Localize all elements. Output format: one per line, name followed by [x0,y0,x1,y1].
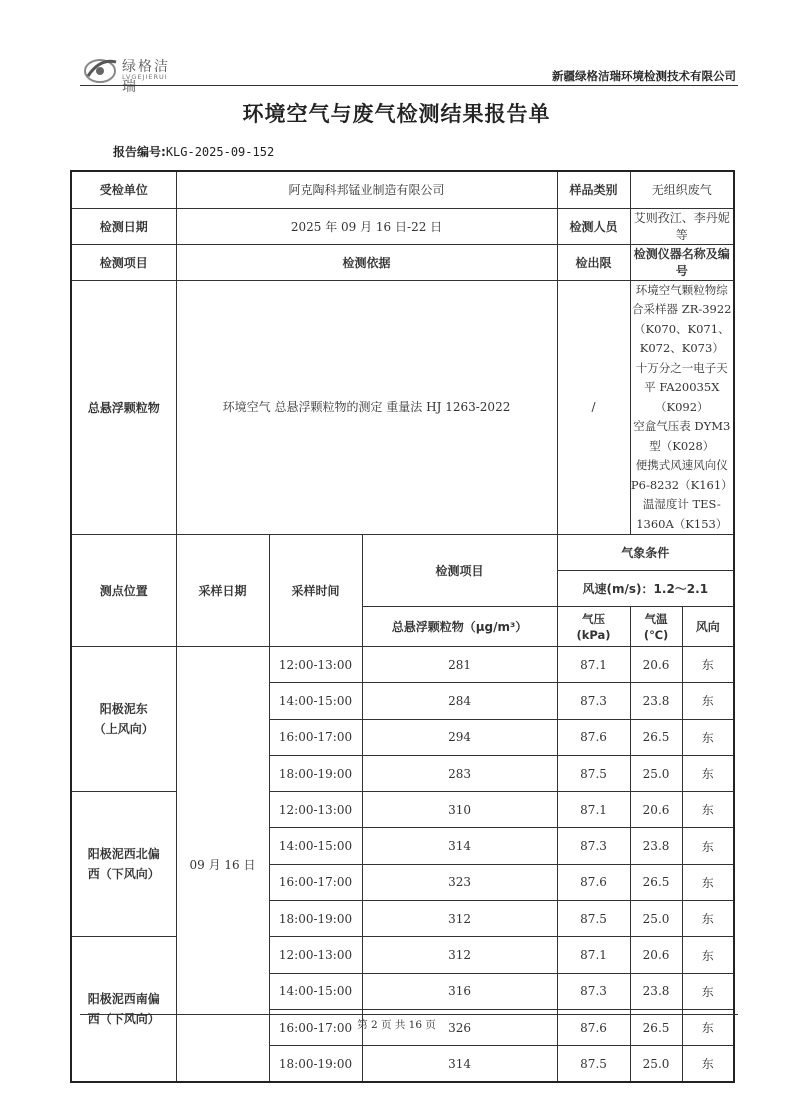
logo-subtext: LVGEJIERUI [122,73,168,81]
temp-value: 26.5 [630,1009,682,1045]
tsp-value: 310 [362,792,557,828]
page-header [0,0,793,95]
tsp-value: 283 [362,755,557,791]
item-name: 总悬浮颗粒物 [71,280,176,535]
temp-value: 25.0 [630,901,682,937]
instrument-item: （K070、K071、K072、K073） [633,321,730,355]
instrument-item: 温湿度计 TES-1360A（K153） [636,497,728,531]
company-name: 新疆绿格洁瑞环境检测技术有限公司 [552,69,736,83]
instrument-item: 环境空气颗粒物综合采样器 ZR-3922 [632,282,732,316]
sample-time: 12:00-13:00 [269,647,362,683]
page-footer: 第 2 页 共 16 页 [357,1019,436,1031]
staff-value: 艾则孜江、李丹妮等 [630,208,734,244]
weather-header: 气象条件 [557,535,734,571]
temp-value: 20.6 [630,937,682,973]
report-number-label: 报告编号: [113,145,166,159]
report-number-value: KLG-2025-09-152 [165,145,275,159]
wind-dir-header: 风向 [682,607,734,647]
pressure-value: 87.3 [557,828,630,864]
sample-time: 16:00-17:00 [269,1009,362,1045]
point-location [71,647,176,792]
temp-value: 20.6 [630,792,682,828]
tsp-value: 323 [362,864,557,900]
point-sub: （上风向） [93,722,154,737]
wind-dir-value: 东 [682,901,734,937]
point-sub: 西（下风向） [87,867,160,882]
sample-type-label: 样品类别 [557,171,630,208]
header-divider [80,85,738,86]
date-label: 检测日期 [71,208,176,244]
tsp-value: 284 [362,683,557,719]
tsp-value: 316 [362,973,557,1009]
temp-value: 23.8 [630,828,682,864]
temp-value: 25.0 [630,755,682,791]
data-row [71,647,734,683]
method-row [71,280,734,535]
staff-label: 检测人员 [557,208,630,244]
temp-unit: (℃) [643,627,669,642]
results-table [70,170,735,1083]
pressure-value: 87.1 [557,937,630,973]
instrument-item: 空盒气压表 DYM3 型（K028） [633,419,731,453]
instrument-header: 检测仪器名称及编号 [630,244,734,280]
point-header: 测点位置 [71,535,176,647]
sample-time: 18:00-19:00 [269,901,362,937]
instrument-list [630,280,734,535]
report-number [113,143,274,160]
pressure-value: 87.1 [557,647,630,683]
pressure-value: 87.6 [557,1009,630,1045]
sample-time: 12:00-13:00 [269,792,362,828]
point-name: 阳极泥西南偏 [87,992,160,1007]
date-header: 采样日期 [176,535,269,647]
unit-value: 阿克陶科邦锰业制造有限公司 [176,171,557,208]
point-location [71,792,176,937]
data-header-row-1 [71,535,734,571]
time-header: 采样时间 [269,535,362,647]
item-header: 检测项目 [71,244,176,280]
wind-speed-text: 风速(m/s)：1.2～2.1 [582,582,709,596]
logo-text: 绿格洁瑞 [122,59,170,95]
sample-time: 16:00-17:00 [269,864,362,900]
method-basis: 环境空气 总悬浮颗粒物的测定 重量法 HJ 1263-2022 [176,280,557,535]
info-row-date [71,208,734,244]
instrument-item: 十万分之一电子天平 FA20035X（K092） [635,360,728,414]
footer-divider [80,1014,738,1015]
temp-value: 23.8 [630,973,682,1009]
pressure-value: 87.5 [557,901,630,937]
point-name: 阳极泥西北偏 [87,847,160,862]
sample-time: 16:00-17:00 [269,719,362,755]
tsp-value: 314 [362,828,557,864]
sample-time: 12:00-13:00 [269,937,362,973]
pressure-unit: (kPa) [576,627,611,642]
point-location [71,937,176,1082]
sample-time: 18:00-19:00 [269,755,362,791]
pressure-value: 87.6 [557,864,630,900]
wind-dir-value: 东 [682,937,734,973]
basis-header: 检测依据 [176,244,557,280]
wind-dir-value: 东 [682,755,734,791]
instrument-item: 便携式风速风向仪 P6-8232（K161） [630,458,733,492]
temp-value: 23.8 [630,683,682,719]
tsp-value: 294 [362,719,557,755]
temp-header [630,607,682,647]
data-row [71,937,734,973]
item-col-header: 检测项目 [362,535,557,607]
wind-dir-value: 东 [682,647,734,683]
wind-dir-value: 东 [682,792,734,828]
method-header-row [71,244,734,280]
wind-dir-value: 东 [682,683,734,719]
wind-dir-value: 东 [682,828,734,864]
pressure-label: 气压 [582,611,606,626]
tsp-value: 312 [362,937,557,973]
temp-value: 25.0 [630,1046,682,1082]
tsp-value: 314 [362,1046,557,1082]
sample-time: 14:00-15:00 [269,828,362,864]
pressure-value: 87.3 [557,973,630,1009]
pressure-value: 87.6 [557,719,630,755]
point-sub: 西（下风向） [87,1012,160,1027]
limit-header: 检出限 [557,244,630,280]
pressure-value: 87.3 [557,683,630,719]
sample-time: 14:00-15:00 [269,683,362,719]
tsp-value: 312 [362,901,557,937]
wind-dir-value: 东 [682,864,734,900]
temp-label: 气温 [644,611,668,626]
point-name: 阳极泥东 [99,702,148,717]
tsp-value: 326 [362,1009,557,1045]
page-title: 环境空气与废气检测结果报告单 [242,102,551,126]
sample-time: 18:00-19:00 [269,1046,362,1082]
pressure-header [557,607,630,647]
sample-date: 09 月 16 日 [176,647,269,1083]
pressure-value: 87.5 [557,1046,630,1082]
temp-value: 26.5 [630,864,682,900]
sample-time: 14:00-15:00 [269,973,362,1009]
info-row-unit [71,171,734,208]
sample-type-value: 无组织废气 [630,171,734,208]
detection-limit: / [557,280,630,535]
wind-dir-value: 东 [682,1046,734,1082]
wind-dir-value: 东 [682,1009,734,1045]
pressure-value: 87.1 [557,792,630,828]
wind-dir-value: 东 [682,973,734,1009]
temp-value: 20.6 [630,647,682,683]
date-value: 2025 年 09 月 16 日-22 日 [176,208,557,244]
company-logo [82,52,182,95]
tsp-header: 总悬浮颗粒物（μg/m³） [362,607,557,647]
unit-label: 受检单位 [71,171,176,208]
pressure-value: 87.5 [557,755,630,791]
tsp-value: 281 [362,647,557,683]
temp-value: 26.5 [630,719,682,755]
wind-dir-value: 东 [682,719,734,755]
wind-speed-header [557,571,734,607]
data-row [71,792,734,828]
logo-swoosh-icon [82,52,120,88]
